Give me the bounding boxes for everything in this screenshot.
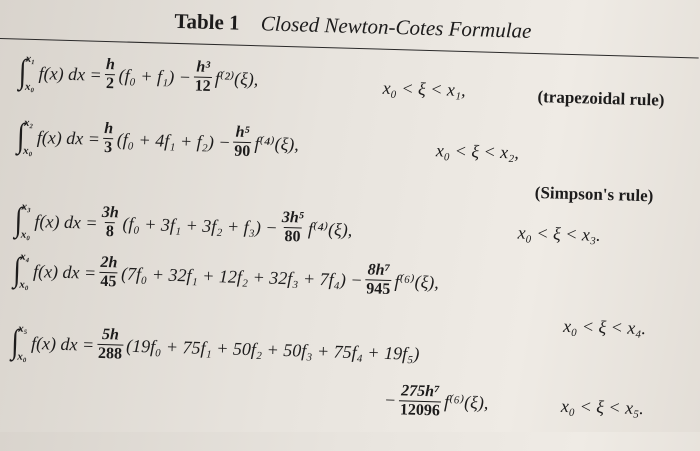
formula-body: (f₀ + 4f₁ + f₂) − <box>116 128 231 152</box>
error-coefficient: $\frac{\text{h⁵}}{90}$ <box>234 123 251 161</box>
table-number: Table 1 <box>174 8 240 35</box>
table-name: Closed Newton-Cotes Formulae <box>260 11 532 43</box>
formula-body: (19f₀ + 75f₁ + 50f₂ + 50f₃ + 75f₄ + 19f₅) <box>125 335 420 364</box>
formula-six-point-error <box>383 383 488 421</box>
lower-limit: x₀ <box>22 144 33 157</box>
table-title <box>174 9 532 44</box>
coefficient: $\frac{2h}{45}$ <box>100 254 118 291</box>
upper-limit: x₁ <box>25 52 36 65</box>
error-sign: − <box>383 390 397 411</box>
condition-5: x₀ < ξ < x₅. <box>560 395 645 419</box>
integral-sign: ∫ x₄ x₀ <box>12 250 30 291</box>
condition-3: x₀ < ξ < x₃. <box>517 222 601 245</box>
integral-sign: ∫ x₁ x₀ <box>18 52 36 93</box>
lower-limit: x₀ <box>20 228 31 241</box>
lower-limit: x₀ <box>17 350 27 363</box>
error-coefficient: $\frac{\text{3h⁵}}{80}$ <box>281 209 305 246</box>
upper-limit: x₄ <box>20 250 30 263</box>
label-simpson: (Simpson's rule) <box>534 183 654 206</box>
coefficient: $\frac{5h}{288}$ <box>97 326 123 363</box>
condition-1: x₀ < ξ < x₁, <box>382 77 466 101</box>
formula-body: (f₀ + 3f₁ + 3f₂ + f₃) − <box>122 213 278 238</box>
coefficient: $\frac{h}{2}$ <box>105 56 116 93</box>
integral-sign: ∫ x₂ x₀ <box>16 116 34 157</box>
lower-limit: x₀ <box>19 278 29 291</box>
label-trapezoidal: (trapezoidal rule) <box>537 87 665 110</box>
upper-limit: x₅ <box>17 322 28 335</box>
coefficient: $\frac{3h}{8}$ <box>101 204 120 241</box>
formula-three-eighths <box>13 200 353 249</box>
formula-body: (f₀ + f₁) − <box>118 64 192 87</box>
error-term: f⁽²⁾(ξ), <box>214 67 259 89</box>
formula-body: (7f₀ + 32f₁ + 12f₂ + 32f₃ + 7f₄) − <box>120 262 363 290</box>
integrand: f(x) dx = <box>36 126 101 149</box>
formula-simpson <box>16 117 300 165</box>
lower-limit: x₀ <box>24 80 35 93</box>
error-coefficient: $\frac{\text{275h⁷}}{12096}$ <box>399 382 441 420</box>
integrand: f(x) dx = <box>30 332 95 355</box>
formula-trapezoidal <box>17 53 258 100</box>
integrand: f(x) dx = <box>34 210 98 233</box>
error-term: f⁽⁶⁾(ξ), <box>394 270 440 292</box>
formula-boole <box>12 250 439 302</box>
integrand: f(x) dx = <box>32 260 97 283</box>
condition-4: x₀ < ξ < x₄. <box>562 315 647 339</box>
error-term: f⁽⁴⁾(ξ), <box>254 132 300 154</box>
error-coefficient: $\frac{\text{h³}}{12}$ <box>194 58 211 96</box>
upper-limit: x₃ <box>21 200 32 213</box>
error-term: f⁽⁶⁾(ξ), <box>443 391 489 413</box>
error-coefficient: $\frac{\text{8h⁷}}{945}$ <box>366 261 391 299</box>
formula-six-point <box>10 322 420 373</box>
integrand: f(x) dx = <box>38 62 103 85</box>
error-term: f⁽⁴⁾(ξ), <box>307 218 353 240</box>
upper-limit: x₂ <box>23 116 34 129</box>
coefficient: $\frac{h}{3}$ <box>103 120 114 157</box>
integral-sign: ∫ x₅ x₀ <box>10 322 28 363</box>
integral-sign: ∫ x₃ x₀ <box>14 200 32 241</box>
condition-2: x₀ < ξ < x₂, <box>435 140 520 163</box>
